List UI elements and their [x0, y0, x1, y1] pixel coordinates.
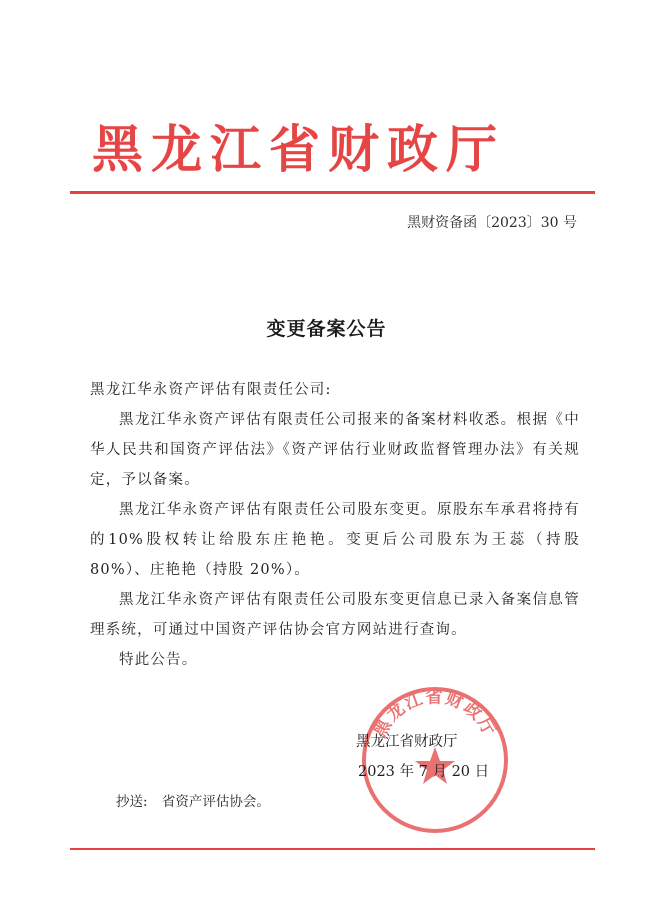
- footer-red-rule: [70, 848, 595, 850]
- document-number: 黑财资备函〔2023〕30 号: [407, 215, 577, 231]
- addressee: 黑龙江华永资产评估有限责任公司:: [90, 382, 332, 398]
- body-paragraph: 黑龙江华永资产评估有限责任公司股东变更信息已录入备案信息管理系统，可通过中国资产评估协会官方网站进行查询。: [90, 592, 580, 638]
- closing-line: 特此公告。: [119, 652, 198, 668]
- cc-line: [116, 790, 270, 810]
- header-red-rule: [70, 191, 595, 194]
- notice-title: 变更备案公告: [266, 318, 387, 340]
- issuer-name: 黑龙江省财政厅: [356, 734, 458, 750]
- notice-body: [90, 375, 580, 675]
- signature-block: [356, 727, 506, 787]
- org-header: 黑龙江省财政厅: [92, 120, 506, 180]
- body-paragraph: 黑龙江华永资产评估有限责任公司股东变更。原股东车承君将持有的10%股权转让给股东庄艳艳。变更后公司股东为王蕊（持股 80%）、庄艳艳（持股 20%）。: [90, 502, 580, 578]
- seal-text: 黑龙江省财政厅: [370, 687, 500, 741]
- cc-label: 抄送:: [116, 794, 148, 810]
- issue-date: 2023 年 7 月 20 日: [358, 764, 490, 780]
- body-paragraph: 黑龙江华永资产评估有限责任公司报来的备案材料收悉。根据《中华人民共和国资产评估法》《资产评估行业财政监督管理办法》有关规定，予以备案。: [90, 412, 580, 488]
- cc-recipient: 省资产评估协会。: [161, 794, 270, 810]
